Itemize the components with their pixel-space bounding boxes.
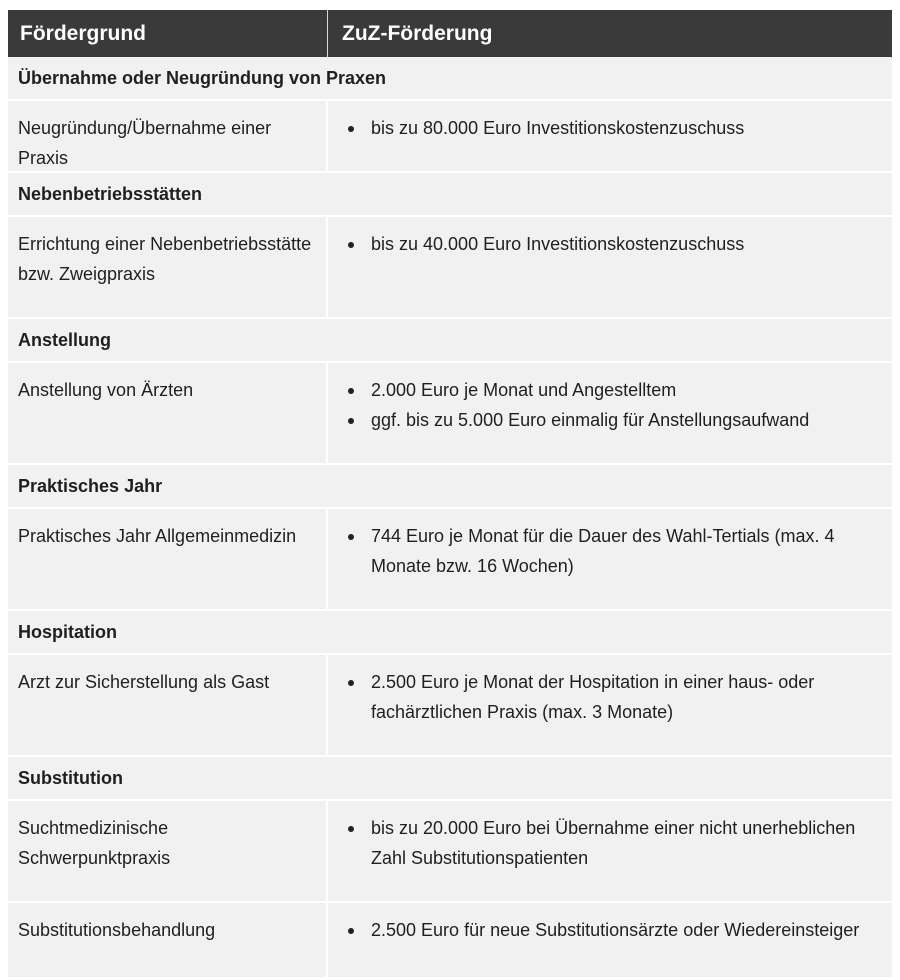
section-heading: Substitution xyxy=(8,757,892,801)
foerderung-item xyxy=(371,915,884,945)
foerderung-item-text: 744 Euro je Monat für die Dauer des Wahl-Tertials (max. 4 Monate bzw. 16 Wochen) xyxy=(371,526,835,576)
foerderung-cell xyxy=(328,509,892,609)
foerdergrund-cell: Substitutionsbehandlung xyxy=(8,903,328,977)
bullet-icon xyxy=(348,418,354,424)
foerderung-item xyxy=(371,375,884,405)
foerderung-item-text: ggf. bis zu 5.000 Euro einmalig für Anstellungsaufwand xyxy=(371,410,810,430)
foerdergrund-cell: Praktisches Jahr Allgemeinmedizin xyxy=(8,509,328,609)
foerderung-list xyxy=(328,113,884,143)
foerderung-item-text: 2.000 Euro je Monat und Angestelltem xyxy=(371,380,677,400)
section-heading: Nebenbetriebsstätten xyxy=(8,173,892,217)
foerderung-cell xyxy=(328,101,892,171)
bullet-icon xyxy=(348,126,354,132)
table-row xyxy=(8,217,892,319)
foerderung-item-text: 2.500 Euro je Monat der Hospitation in einer haus- oder fachärztlichen Praxis (max. 3 Monate) xyxy=(371,672,815,722)
foerderung-list xyxy=(328,521,884,581)
bullet-icon xyxy=(348,388,354,394)
bullet-icon xyxy=(348,928,354,934)
foerderung-item-text: bis zu 80.000 Euro Investitionskostenzuschuss xyxy=(371,118,745,138)
bullet-icon xyxy=(348,534,354,540)
foerderung-list xyxy=(328,813,884,873)
funding-table xyxy=(8,10,892,979)
foerderung-item xyxy=(371,813,884,873)
bullet-icon xyxy=(348,242,354,248)
section-heading: Hospitation xyxy=(8,611,892,655)
foerdergrund-cell: Arzt zur Sicherstellung als Gast xyxy=(8,655,328,755)
foerderung-item-text: 2.500 Euro für neue Substitutionsärzte oder Wiedereinsteiger xyxy=(371,920,860,940)
foerderung-item-text: bis zu 40.000 Euro Investitionskostenzuschuss xyxy=(371,234,745,254)
foerderung-item xyxy=(371,405,884,435)
section-heading: Anstellung xyxy=(8,319,892,363)
foerderung-cell xyxy=(328,903,892,977)
foerdergrund-cell: Neugründung/Übernahme einer Praxis xyxy=(8,101,328,171)
section-heading: Praktisches Jahr xyxy=(8,465,892,509)
table-row xyxy=(8,801,892,903)
section-heading: Übernahme oder Neugründung von Praxen xyxy=(8,57,892,101)
header-foerdergrund: Fördergrund xyxy=(8,10,328,57)
foerdergrund-cell: Suchtmedizinische Schwerpunktpraxis xyxy=(8,801,328,901)
foerderung-cell xyxy=(328,217,892,317)
foerderung-list xyxy=(328,915,884,945)
foerderung-item xyxy=(371,229,884,259)
foerderung-item xyxy=(371,667,884,727)
table-row xyxy=(8,903,892,979)
table-row xyxy=(8,101,892,173)
bullet-icon xyxy=(348,680,354,686)
foerderung-cell xyxy=(328,655,892,755)
table-row xyxy=(8,655,892,757)
foerdergrund-cell: Errichtung einer Nebenbetriebsstätte bzw. Zweigpraxis xyxy=(8,217,328,317)
header-zuz-foerderung: ZuZ-Förderung xyxy=(342,21,493,45)
foerderung-list xyxy=(328,375,884,435)
table-row xyxy=(8,509,892,611)
foerderung-list xyxy=(328,229,884,259)
table-header xyxy=(8,10,892,57)
foerderung-item-text: bis zu 20.000 Euro bei Übernahme einer nicht unerheblichen Zahl Substitutionspatienten xyxy=(371,818,856,868)
foerdergrund-cell: Anstellung von Ärzten xyxy=(8,363,328,463)
foerderung-list xyxy=(328,667,884,727)
table-row xyxy=(8,363,892,465)
foerderung-item xyxy=(371,113,884,143)
foerderung-cell xyxy=(328,363,892,463)
foerderung-cell xyxy=(328,801,892,901)
foerderung-item xyxy=(371,521,884,581)
bullet-icon xyxy=(348,826,354,832)
table-body xyxy=(8,57,892,979)
